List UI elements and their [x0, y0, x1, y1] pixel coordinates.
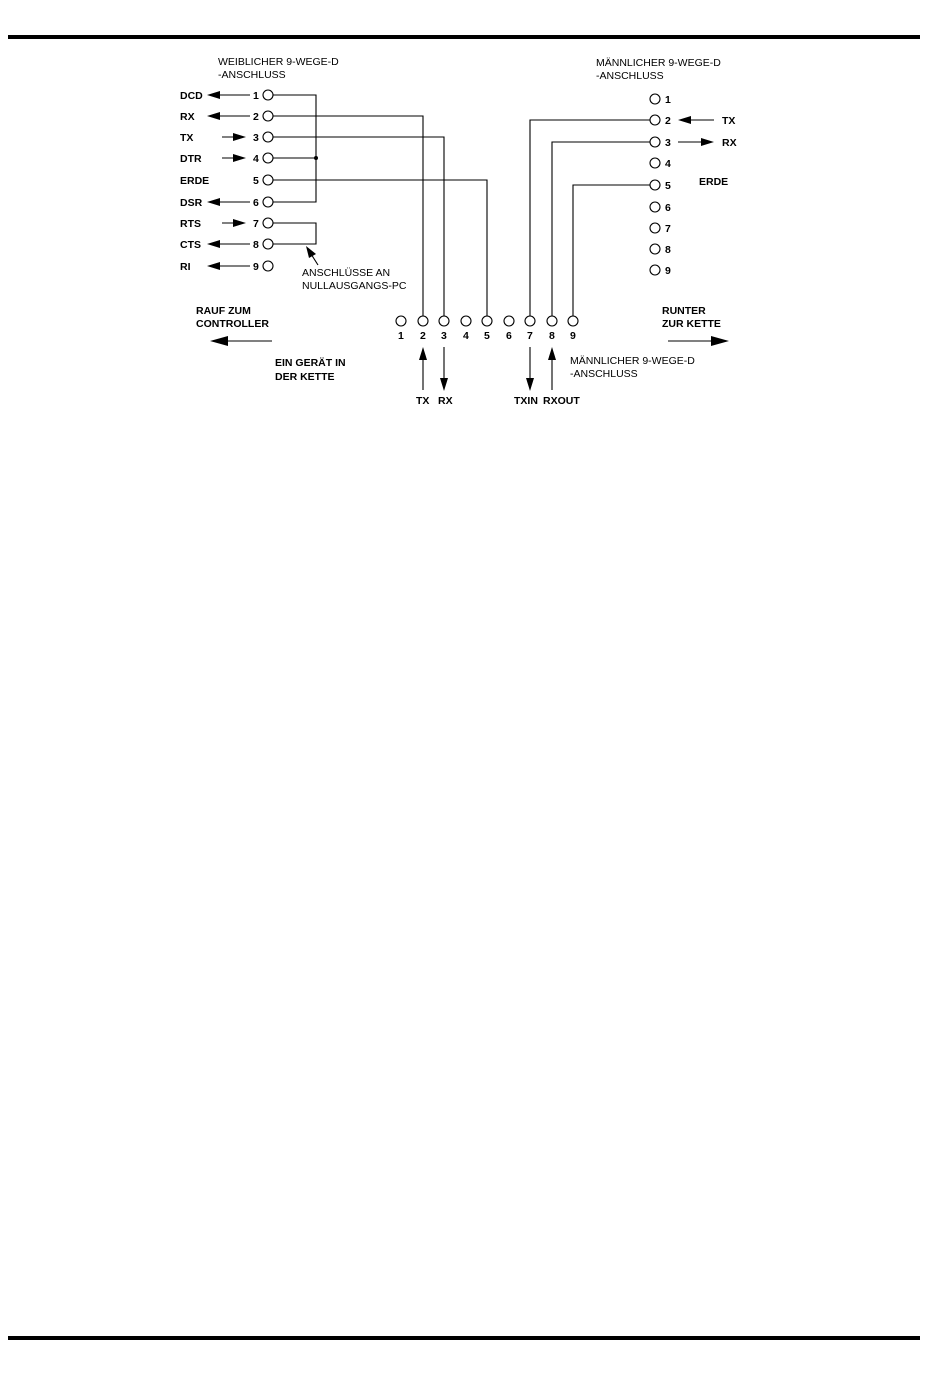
arrow-right-icon [711, 336, 729, 346]
device-pin-circle [482, 316, 492, 326]
female-pin-circle [263, 90, 273, 100]
device-label-line2: DER KETTE [275, 371, 335, 383]
female-pin-number: 9 [253, 261, 259, 273]
male-pin-circle [650, 244, 660, 254]
male-pin-circle [650, 265, 660, 275]
female-signal-label: ERDE [180, 175, 210, 187]
arrow-up-icon [548, 347, 556, 360]
male-signal-tx: TX [722, 115, 736, 127]
male-pin-number: 4 [665, 158, 671, 170]
device-pin-number: 1 [398, 330, 404, 342]
up-label-line2: CONTROLLER [196, 318, 269, 330]
male-pin-circle [650, 202, 660, 212]
female-signal-label: RX [180, 111, 195, 123]
device-connector-title-line1: MÄNNLICHER 9-WEGE-D [570, 355, 695, 367]
female-pin-number: 1 [253, 90, 259, 102]
device-pin-circle [547, 316, 557, 326]
male-signal-rx: RX [722, 137, 737, 149]
direction-up-to-controller [196, 305, 272, 346]
arrow-left-icon [210, 336, 228, 346]
arrow-left-icon [207, 262, 220, 270]
female-pin-number: 3 [253, 132, 259, 144]
arrow-left-icon [678, 116, 691, 124]
female-pin-circle [263, 261, 273, 271]
junction-dot [314, 156, 318, 160]
arrow-down-icon [440, 378, 448, 391]
male-pin-circle [650, 94, 660, 104]
device-label-line1: EIN GERÄT IN [275, 357, 346, 369]
wire-female5-device5 [273, 180, 487, 316]
female-signal-label: DSR [180, 197, 203, 209]
male-connector-title-line1: MÄNNLICHER 9-WEGE-D [596, 57, 721, 69]
device-pin-number: 5 [484, 330, 490, 342]
female-connector [180, 56, 407, 292]
arrow-right-icon [233, 154, 246, 162]
device-signal-tx: TX [416, 395, 430, 407]
arrow-right-icon [701, 138, 714, 146]
null-modem-note-line1: ANSCHLÜSSE AN [302, 267, 391, 279]
male-pin-circle [650, 158, 660, 168]
device-pin-circle [525, 316, 535, 326]
female-pin-circle [263, 239, 273, 249]
loopback-rts-cts [273, 223, 316, 244]
device-pin-circle [439, 316, 449, 326]
device-pin-number: 9 [570, 330, 576, 342]
arrow-right-icon [233, 219, 246, 227]
female-pin-circle [263, 218, 273, 228]
female-signal-label: RTS [180, 218, 201, 230]
male-pin-circle [650, 115, 660, 125]
down-label-line2: ZUR KETTE [662, 318, 721, 330]
null-modem-note-line2: NULLAUSGANGS-PC [302, 280, 407, 292]
male-pin-number: 5 [665, 180, 671, 192]
arrow-right-icon [233, 133, 246, 141]
male-pin-number: 1 [665, 94, 671, 106]
female-pin-number: 2 [253, 111, 259, 123]
down-label-line1: RUNTER [662, 305, 706, 317]
female-pin-circle [263, 175, 273, 185]
female-connector-title-line1: WEIBLICHER 9-WEGE-D [218, 56, 339, 68]
device-pin-number: 7 [527, 330, 533, 342]
male-pin-circle [650, 223, 660, 233]
male-pin-number: 8 [665, 244, 671, 256]
device-pin-number: 6 [506, 330, 512, 342]
device-signal-rxout: RXOUT [543, 395, 580, 407]
device-pin-number: 3 [441, 330, 447, 342]
male-pin-circle [650, 180, 660, 190]
arrow-left-icon [207, 91, 220, 99]
female-signal-label: TX [180, 132, 194, 144]
wire-male5-device9 [573, 185, 650, 316]
device-pin-circle [396, 316, 406, 326]
arrow-up-icon [419, 347, 427, 360]
loopback-dcd-dtr-dsr [273, 95, 316, 202]
device-pin-circle [568, 316, 578, 326]
male-signal-ground: ERDE [699, 176, 729, 188]
female-pin-circle [263, 132, 273, 142]
arrow-diagonal-icon [306, 246, 316, 258]
female-signal-label: RI [180, 261, 191, 273]
male-pin-number: 7 [665, 223, 671, 235]
female-pin-number: 5 [253, 175, 259, 187]
male-pin-circle [650, 137, 660, 147]
female-signal-label: DTR [180, 153, 202, 165]
female-pin-number: 4 [253, 153, 259, 165]
wire-male2-device7 [530, 120, 650, 316]
arrow-left-icon [207, 240, 220, 248]
device-pin-number: 4 [463, 330, 469, 342]
female-pin-number: 6 [253, 197, 259, 209]
female-pin-circle [263, 153, 273, 163]
device-pin-circle [504, 316, 514, 326]
device-connector [275, 316, 695, 407]
device-connector-title-line2: -ANSCHLUSS [570, 368, 638, 380]
male-connector-right [596, 57, 737, 277]
female-pin-circle [263, 197, 273, 207]
wire-male3-device8 [552, 142, 650, 316]
direction-down-to-chain [662, 305, 729, 346]
device-pin-number: 8 [549, 330, 555, 342]
male-pin-number: 6 [665, 202, 671, 214]
female-pin-circle [263, 111, 273, 121]
male-connector-title-line2: -ANSCHLUSS [596, 70, 664, 82]
device-signal-rx: RX [438, 395, 453, 407]
female-connector-title-line2: -ANSCHLUSS [218, 69, 286, 81]
arrow-down-icon [526, 378, 534, 391]
device-pin-number: 2 [420, 330, 426, 342]
device-signal-txin: TXIN [514, 395, 538, 407]
male-pin-number: 9 [665, 265, 671, 277]
female-pin-number: 8 [253, 239, 259, 251]
male-pin-number: 3 [665, 137, 671, 149]
male-pin-number: 2 [665, 115, 671, 127]
female-signal-label: CTS [180, 239, 201, 251]
arrow-left-icon [207, 112, 220, 120]
device-pin-circle [418, 316, 428, 326]
arrow-left-icon [207, 198, 220, 206]
up-label-line1: RAUF ZUM [196, 305, 251, 317]
female-pin-number: 7 [253, 218, 259, 230]
device-pin-circle [461, 316, 471, 326]
female-signal-label: DCD [180, 90, 203, 102]
